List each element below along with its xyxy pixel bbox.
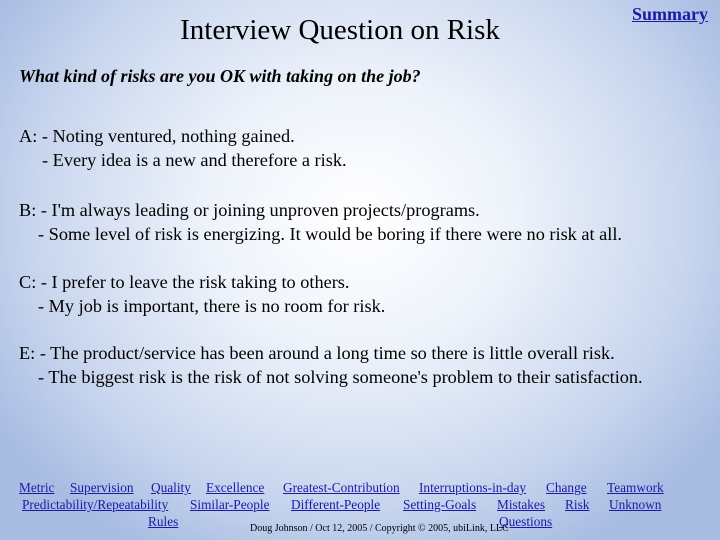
answer-c-line2: - My job is important, there is no room for risk.	[38, 296, 386, 316]
nav-link-similar-people[interactable]: Similar-People	[190, 497, 270, 512]
nav-link-change[interactable]: Change	[546, 480, 587, 495]
answer-b	[19, 198, 622, 246]
answer-a-line2: - Every idea is a new and therefore a risk.	[42, 150, 347, 170]
nav-link-mistakes[interactable]: Mistakes	[497, 497, 546, 512]
page-title: Interview Question on Risk	[180, 14, 500, 46]
nav-link-unknown[interactable]: Unknown	[609, 497, 662, 512]
nav-link-predictability[interactable]: Predictability/Repeatability	[22, 497, 169, 512]
copyright-text: Doug Johnson / Oct 12, 2005 / Copyright © 2005, ubiLink, LLC	[250, 523, 509, 534]
nav-link-rules[interactable]: Rules	[148, 514, 179, 529]
question-text: What kind of risks are you OK with taking on the job?	[19, 66, 421, 86]
answer-c-line1: C: - I prefer to leave the risk taking to others.	[19, 272, 350, 292]
summary-link[interactable]: Summary	[632, 4, 708, 24]
nav-link-different-people[interactable]: Different-People	[291, 497, 381, 512]
nav-link-setting-goals[interactable]: Setting-Goals	[403, 497, 477, 512]
nav-link-quality[interactable]: Quality	[151, 480, 191, 495]
nav-link-excellence[interactable]: Excellence	[206, 480, 265, 495]
nav-link-interruptions-in-day[interactable]: Interruptions-in-day	[419, 480, 527, 495]
answer-e-line2: - The biggest risk is the risk of not solving someone's problem to their satisfaction.	[38, 367, 643, 387]
answer-e-line1: E: - The product/service has been around a long time so there is little overall risk.	[19, 343, 615, 363]
answer-a-line1: A: - Noting ventured, nothing gained.	[19, 126, 295, 146]
answer-a	[19, 124, 347, 172]
nav-link-risk[interactable]: Risk	[565, 497, 590, 512]
nav-link-greatest-contribution[interactable]: Greatest-Contribution	[283, 480, 400, 495]
answer-b-line1: B: - I'm always leading or joining unproven projects/programs.	[19, 200, 480, 220]
nav-link-teamwork[interactable]: Teamwork	[607, 480, 664, 495]
nav-link-supervision[interactable]: Supervision	[70, 480, 134, 495]
answer-c	[19, 270, 385, 318]
answer-e	[19, 341, 643, 389]
nav-link-metric[interactable]: Metric	[19, 480, 55, 495]
answer-b-line2: - Some level of risk is energizing. It would be boring if there were no risk at all.	[38, 224, 623, 244]
nav-link-questions[interactable]: Questions	[499, 514, 553, 529]
